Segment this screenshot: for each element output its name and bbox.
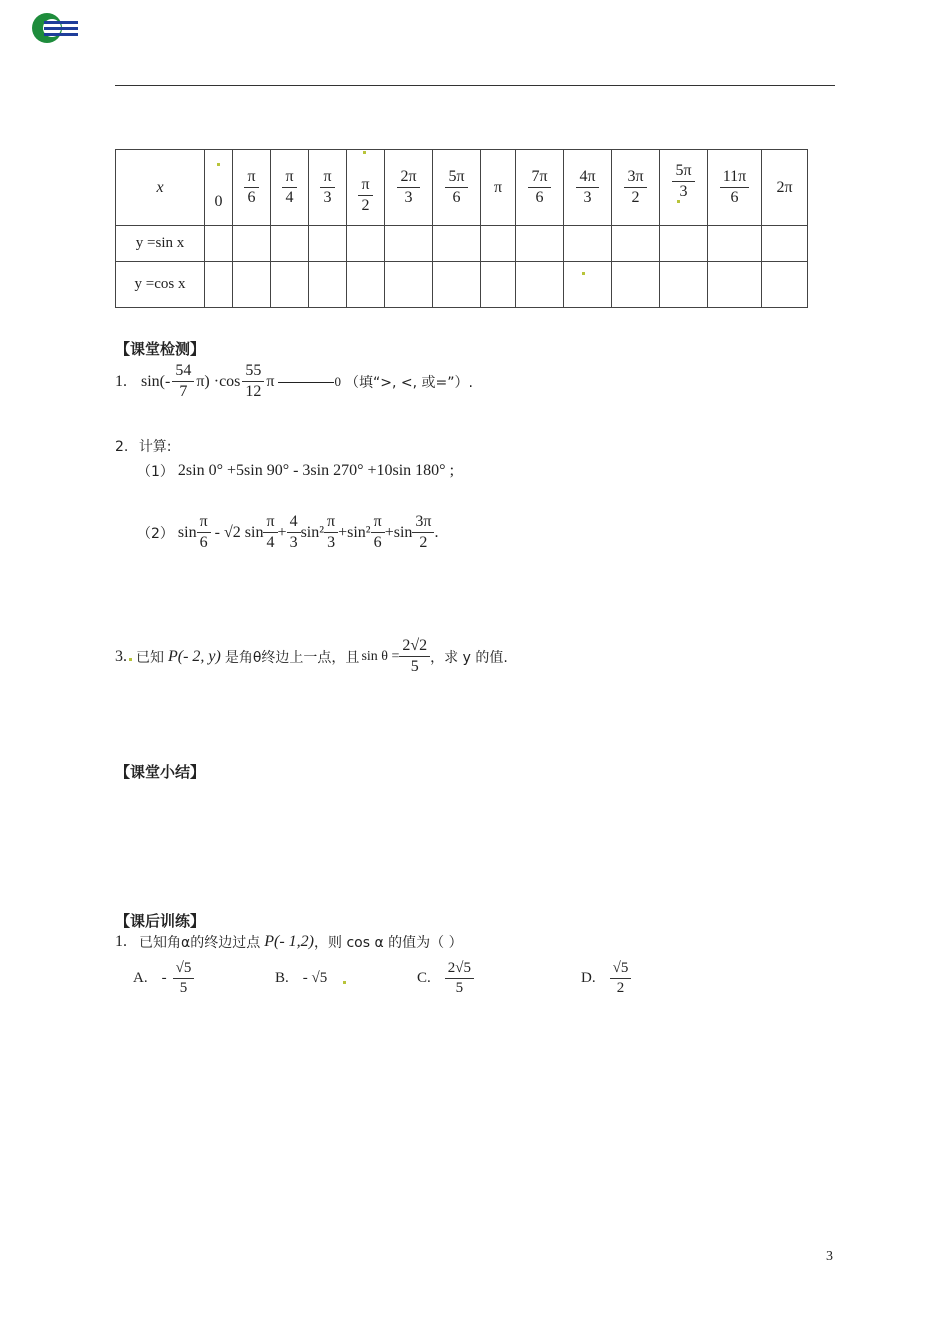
col-pi: π bbox=[481, 150, 516, 226]
row-cos-label: y =cos x bbox=[116, 262, 205, 308]
choice-a[interactable]: A. - $\frac{√5}{5}$ bbox=[133, 960, 194, 998]
stray-dot bbox=[582, 272, 585, 275]
section-check-heading: 【课堂检测】 bbox=[115, 340, 206, 358]
publisher-logo bbox=[30, 10, 80, 46]
col-4pi-3: $\frac{4\pi}{3}$ bbox=[564, 150, 612, 226]
col-3pi-2: $\frac{3\pi}{2}$ bbox=[612, 150, 660, 226]
choice-d[interactable]: D. $\frac{√5}{2}$ bbox=[581, 960, 631, 998]
header-rule bbox=[115, 85, 835, 86]
row-sin-label: y =sin x bbox=[116, 226, 205, 262]
section-summary-heading: 【课堂小结】 bbox=[115, 763, 206, 781]
col-pi-4: $\frac{\pi}{4}$ bbox=[271, 150, 309, 226]
question-3: 3. 已知 P(- 2, y) 是角θ终边上一点，且 sin θ = $\frac{2√2}{5}$ ，求 y 的值. bbox=[115, 637, 508, 676]
section-practice-heading: 【课后训练】 bbox=[115, 912, 206, 930]
x-header: x bbox=[116, 150, 205, 226]
practice-question-1: 1. 已知角α的终边过点 P(- 1,2) ，则 cos α 的值为（ ） bbox=[115, 933, 463, 951]
col-2pi-3: $\frac{2\pi}{3}$ bbox=[385, 150, 433, 226]
choice-c[interactable]: C. $\frac{2√5}{5}$ bbox=[417, 960, 474, 998]
col-pi-6: $\frac{\pi}{6}$ bbox=[233, 150, 271, 226]
stray-dot bbox=[363, 151, 366, 154]
stray-dot bbox=[677, 200, 680, 203]
col-5pi-3: $\frac{5\pi}{3}$ bbox=[660, 150, 708, 226]
question-2-part-1: （1） 2sin 0° +5sin 90° - 3sin 270° +10sin 180° ; bbox=[137, 462, 455, 480]
col-pi-2: $\frac{\pi}{2}$ bbox=[347, 150, 385, 226]
trig-value-table bbox=[115, 149, 808, 308]
choice-b[interactable]: B. - √5 bbox=[275, 970, 346, 987]
col-11pi-6: $\frac{11\pi}{6}$ bbox=[708, 150, 762, 226]
question-2: 2. 计算: bbox=[115, 439, 172, 455]
stray-dot bbox=[343, 981, 346, 984]
question-2-part-2: （2） sin $\frac{\pi}{6}$ - √2 sin $\frac{\pi}{4}$ + $\frac{4}{3}$ sin² $\frac{\pi}{3}$ +sin² $\frac{\pi}{6}$ +sin $\frac{3\pi}{2}$ . bbox=[137, 513, 439, 552]
col-7pi-6: $\frac{7\pi}{6}$ bbox=[516, 150, 564, 226]
col-pi-3: $\frac{\pi}{3}$ bbox=[309, 150, 347, 226]
stray-dot bbox=[217, 163, 220, 166]
col-5pi-6: $\frac{5\pi}{6}$ bbox=[433, 150, 481, 226]
col-0: 0 bbox=[205, 150, 233, 226]
answer-blank bbox=[278, 380, 334, 383]
page-number: 3 bbox=[826, 1249, 833, 1264]
col-2pi: 2π bbox=[762, 150, 808, 226]
stray-dot bbox=[129, 658, 132, 661]
question-1: 1. sin(- $\frac{54}{7}$ π) ·cos $\frac{55}{12}$ π 0 （填“>, <, 或=”）. bbox=[115, 362, 473, 401]
